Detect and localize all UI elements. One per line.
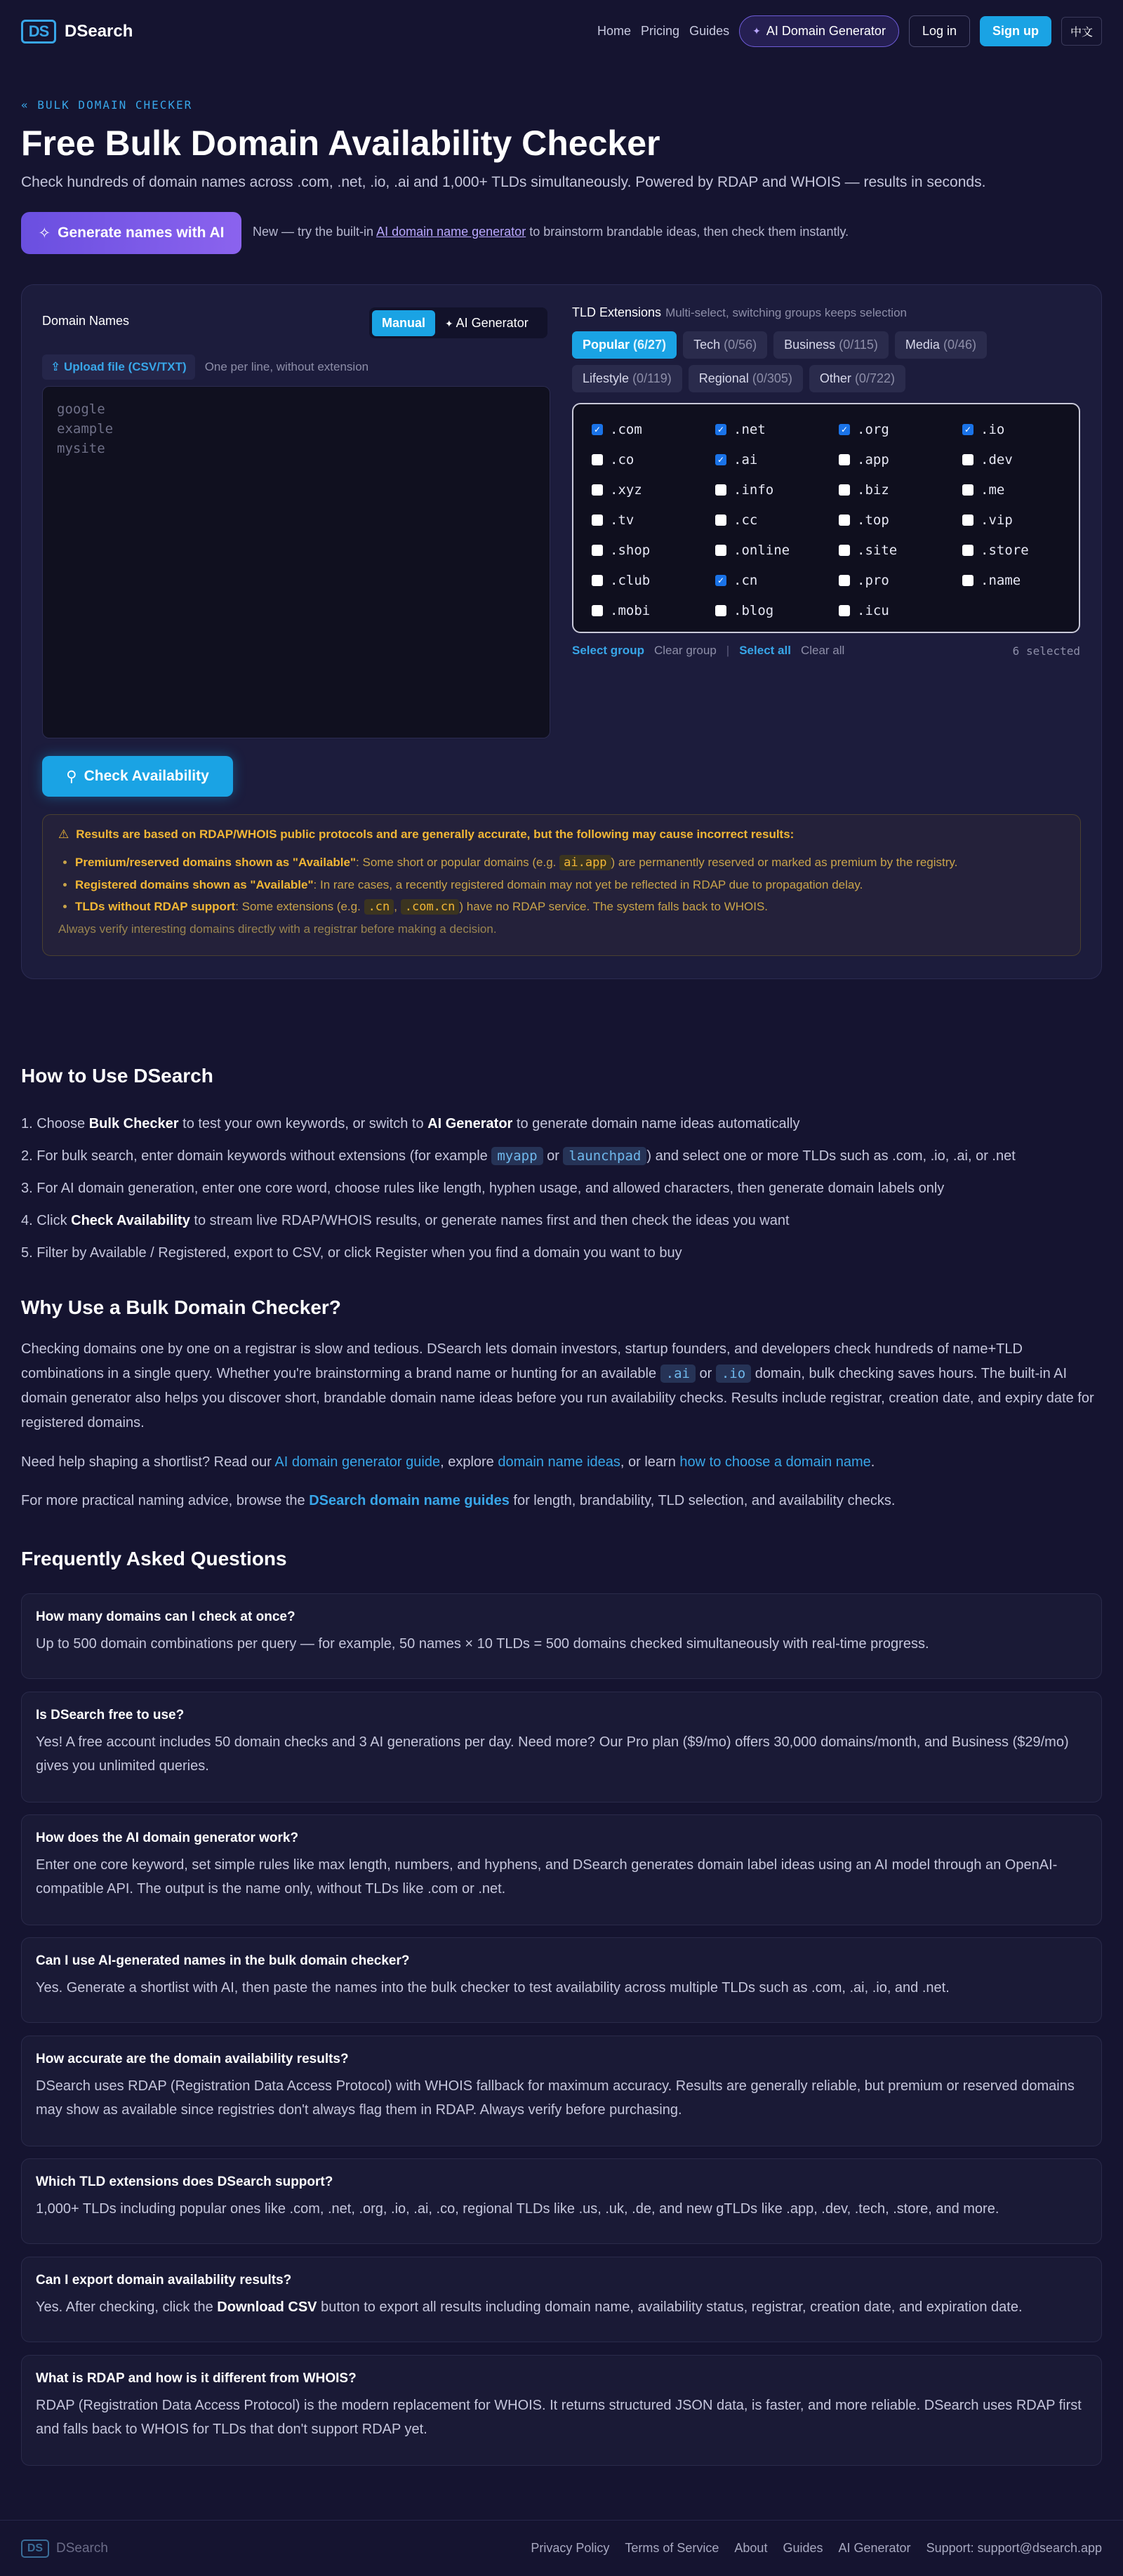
warning-item-title: Registered domains shown as "Available" <box>75 878 314 891</box>
tld-option-label: .store <box>981 542 1029 558</box>
tld-tab-count: (6/27) <box>633 338 667 352</box>
faq-item <box>21 2036 1102 2146</box>
warning-icon: ⚠ <box>58 828 69 841</box>
step-text: Bulk Checker <box>88 1116 179 1131</box>
tld-option[interactable] <box>592 595 715 625</box>
tld-option-label: .biz <box>857 482 889 498</box>
tld-option[interactable] <box>592 535 715 565</box>
shortlist-text: , explore <box>440 1454 498 1470</box>
logo[interactable] <box>21 20 133 44</box>
tld-option[interactable] <box>839 505 962 535</box>
checkbox-unchecked[interactable] <box>962 514 974 526</box>
main-nav <box>597 15 1102 47</box>
tld-option-label: .tv <box>610 512 634 528</box>
faq-question: Can I use AI-generated names in the bulk domain checker? <box>36 1953 410 1968</box>
mode-manual-tab[interactable]: Manual <box>372 310 435 336</box>
step-text: 1. Choose <box>21 1116 89 1131</box>
footer-link[interactable]: Privacy Policy <box>531 2541 610 2555</box>
ai-note-suffix: to brainstorm brandable ideas, then check them instantly. <box>526 225 849 239</box>
ai-domain-generator-guide-link[interactable]: AI domain generator guide <box>274 1454 441 1470</box>
tld-tab-count: (0/305) <box>752 371 792 385</box>
faq-answer <box>36 2295 1087 2319</box>
sparkle-icon: ✧ <box>38 225 51 241</box>
checkbox-checked[interactable]: ✓ <box>839 424 850 435</box>
faq-question: How many domains can I check at once? <box>36 1609 295 1624</box>
tld-option-label: .info <box>733 482 774 498</box>
tld-tab-media[interactable] <box>895 331 987 359</box>
faq-question: Is DSearch free to use? <box>36 1708 185 1722</box>
faq-heading: Frequently Asked Questions <box>21 1548 287 1569</box>
checkbox-unchecked[interactable] <box>592 514 603 526</box>
tld-tab-label: Popular <box>583 338 630 352</box>
clear-all-link[interactable]: Clear all <box>800 644 845 657</box>
shortlist-text: Need help shaping a shortlist? Read our <box>21 1454 275 1470</box>
checkbox-unchecked[interactable] <box>839 605 850 616</box>
mode-toggle <box>369 307 547 338</box>
check-availability-button[interactable] <box>42 756 233 797</box>
step-text: to generate domain name ideas automatically <box>512 1116 800 1131</box>
step-text: AI Generator <box>427 1116 513 1131</box>
step-text: 4. Click <box>21 1213 72 1228</box>
hero-subtitle: Check hundreds of domain names across .com, .net, .io, .ai and 1,000+ TLDs simultaneously. Powered by RDAP and WHOIS — results in seconds. <box>21 174 986 190</box>
warning-item-text: : Some short or popular domains (e.g. <box>356 856 560 869</box>
tld-option-label: .mobi <box>610 602 651 618</box>
tld-tab-tech[interactable] <box>683 331 767 359</box>
tld-option-label: .site <box>857 542 898 558</box>
faq-answer: 1,000+ TLDs including popular ones like .com, .net, .org, .io, .ai, .co, regional TLDs like .us, .uk, .de, and new gTLDs like .app, .dev, .tech, .store, and more. <box>36 2201 999 2217</box>
how-to-heading: How to Use DSearch <box>21 1065 213 1087</box>
tld-option[interactable] <box>715 505 839 535</box>
checkbox-unchecked[interactable] <box>715 545 726 556</box>
generate-names-ai-label: Generate names with AI <box>58 225 225 241</box>
faq-answer: Yes! A free account includes 50 domain checks and 3 AI generations per day. Need more? Our Pro plan ($9/mo) offers 30,000 domains/month, and Business ($29/mo) gives you unlimited queries. <box>36 1734 1069 1774</box>
step-text: Check Availability <box>71 1213 190 1228</box>
choose-domain-name-link[interactable]: how to choose a domain name <box>679 1454 871 1470</box>
tld-extensions-title: TLD Extensions <box>572 305 662 319</box>
how-to-step <box>21 1237 1102 1269</box>
tld-tab-label: Tech <box>693 338 721 352</box>
tld-option[interactable] <box>715 444 839 474</box>
tld-option[interactable] <box>715 595 839 625</box>
clear-group-link[interactable]: Clear group <box>653 644 717 657</box>
checkbox-unchecked[interactable] <box>962 575 974 586</box>
tld-option-label: .icu <box>857 602 889 618</box>
tld-option-label: .io <box>981 421 1005 437</box>
warning-item-text: : In rare cases, a recently registered domain may not yet be reflected in RDAP due to propagation delay. <box>313 878 863 891</box>
sparkle-icon: ✦ <box>752 25 761 36</box>
footer-link[interactable]: AI Generator <box>838 2541 911 2555</box>
tld-tab-count: (0/119) <box>632 371 672 385</box>
checkbox-unchecked[interactable] <box>839 454 850 465</box>
select-all-link[interactable]: Select all <box>739 644 791 657</box>
step-text: or <box>543 1148 564 1164</box>
tld-option-label: .club <box>610 572 651 588</box>
why-heading: Why Use a Bulk Domain Checker? <box>21 1296 341 1318</box>
checkbox-unchecked[interactable] <box>839 545 850 556</box>
faq-answer: Up to 500 domain combinations per query — for example, 50 names × 10 TLDs = 500 domains checked simultaneously with real-time progress. <box>36 1636 929 1652</box>
tld-option-label: .net <box>733 421 766 437</box>
tld-tab-count: (0/56) <box>724 338 757 352</box>
tld-tab-label: Regional <box>698 371 749 385</box>
warning-list <box>75 851 1065 918</box>
checkbox-unchecked[interactable] <box>592 545 603 556</box>
how-to-step <box>21 1140 1102 1172</box>
warning-item-text: : Some extensions (e.g. <box>235 900 364 913</box>
checkbox-unchecked[interactable] <box>839 484 850 496</box>
tld-option-label: .top <box>857 512 889 528</box>
checkbox-unchecked[interactable] <box>592 484 603 496</box>
step-text: 5. Filter by Available / Registered, export to CSV, or click Register when you find a domain you want to buy <box>21 1245 682 1261</box>
signup-button[interactable]: Sign up <box>980 16 1051 46</box>
checkbox-unchecked[interactable] <box>839 575 850 586</box>
nav-guides-link[interactable]: Guides <box>689 24 730 38</box>
ai-domain-name-generator-link[interactable]: AI domain name generator <box>376 225 526 239</box>
footer-link[interactable]: Support: support@dsearch.app <box>926 2541 1102 2555</box>
tld-option-label: .name <box>981 572 1021 588</box>
footer-link[interactable]: About <box>734 2541 768 2555</box>
step-text: launchpad <box>563 1147 646 1165</box>
ai-domain-generator-label: AI Domain Generator <box>766 24 886 38</box>
faq-answer: Yes. Generate a shortlist with AI, then paste the names into the bulk checker to test availability across multiple TLDs such as .com, .ai, .io, and .net. <box>36 1980 950 1996</box>
tld-tab-business[interactable] <box>773 331 889 359</box>
faq-question: What is RDAP and how is it different from WHOIS? <box>36 2371 357 2386</box>
faq-question: Which TLD extensions does DSearch support? <box>36 2175 333 2189</box>
footer-logo-text: DSearch <box>56 2540 108 2556</box>
tld-option[interactable] <box>715 565 839 595</box>
tld-extensions-label <box>572 305 907 320</box>
why-paragraph <box>21 1337 1102 1435</box>
checkbox-unchecked[interactable] <box>715 605 726 616</box>
why-text: or <box>695 1366 716 1381</box>
checkbox-checked[interactable]: ✓ <box>715 424 726 435</box>
faq-answer-bold: Download CSV <box>217 2299 317 2315</box>
checkbox-unchecked[interactable] <box>962 545 974 556</box>
step-text: to stream live RDAP/WHOIS results, or generate names first and then check the ideas you want <box>190 1213 790 1228</box>
tld-option-label: .pro <box>857 572 889 588</box>
tld-tab-label: Business <box>784 338 836 352</box>
tld-tab-count: (0/722) <box>854 371 895 385</box>
tld-option[interactable] <box>962 565 1086 595</box>
checkbox-checked[interactable]: ✓ <box>715 575 726 586</box>
separator: | <box>726 644 730 657</box>
warning-title-text: Results are based on RDAP/WHOIS public protocols and are generally accurate, but the following may cause incorrect results: <box>76 828 795 841</box>
warning-item-text: ) are permanently reserved or marked as premium by the registry. <box>611 856 958 869</box>
tld-option[interactable] <box>592 444 715 474</box>
search-icon: ⚲ <box>66 768 77 785</box>
upload-icon: ⇪ <box>51 360 64 373</box>
tld-option[interactable] <box>962 414 1086 444</box>
tld-option-label: .co <box>610 451 634 467</box>
faq-answer: RDAP (Registration Data Access Protocol) is the modern replacement for WHOIS. It returns structured JSON data, is faster, and more reliable. DSearch uses RDAP first and falls back to WHOIS for TLDs that don't support RDAP yet. <box>36 2398 1082 2437</box>
footer-links <box>531 2541 1102 2556</box>
warning-item-title: TLDs without RDAP support <box>75 900 236 913</box>
how-to-step <box>21 1108 1102 1140</box>
tld-option-label: .shop <box>610 542 651 558</box>
warning-code: .com.cn <box>401 899 460 915</box>
domain-names-label: Domain Names <box>42 314 130 328</box>
shortlist-text: . <box>870 1454 875 1470</box>
step-text: myapp <box>491 1147 543 1165</box>
domain-name-guides-link[interactable]: DSearch domain name guides <box>309 1493 510 1508</box>
logo-mark: DS <box>21 20 56 44</box>
language-switch-button[interactable]: 中文 <box>1061 17 1102 46</box>
footer <box>0 2520 1123 2576</box>
why-text: Checking domains one by one on a registrar is slow and tedious. DSearch lets domain investors, startup founders, and developers check hundreds of name+TLD combinations in a single query. Whether you're brainstorming a brand name or hunting for an available <box>21 1341 1023 1381</box>
step-text: ) and select one or more TLDs such as .com, .io, .ai, or .net <box>646 1148 1016 1164</box>
select-group-link[interactable]: Select group <box>572 644 644 657</box>
faq-item <box>21 2257 1102 2342</box>
checkbox-checked[interactable]: ✓ <box>715 454 726 465</box>
faq-answer: Enter one core keyword, set simple rules like max length, numbers, and hyphens, and DSearch generates domain label ideas using an AI model through an OpenAI-compatible API. The output is the name only, without TLDs like .com or .net. <box>36 1857 1058 1897</box>
footer-link[interactable]: Guides <box>783 2541 823 2555</box>
tld-option[interactable] <box>839 565 962 595</box>
tld-option[interactable] <box>962 535 1086 565</box>
logo-text: DSearch <box>65 22 133 41</box>
checkbox-checked[interactable]: ✓ <box>592 424 603 435</box>
how-to-steps <box>21 1108 1102 1269</box>
check-availability-label: Check Availability <box>84 768 209 784</box>
checkbox-unchecked[interactable] <box>715 484 726 496</box>
tld-option-label: .cn <box>733 572 758 588</box>
warning-item <box>75 851 1065 874</box>
generate-names-ai-button[interactable] <box>21 212 241 254</box>
checkbox-unchecked[interactable] <box>592 454 603 465</box>
ai-generator-note <box>253 225 849 239</box>
tld-option[interactable] <box>592 505 715 535</box>
tld-tab-regional[interactable] <box>689 365 803 392</box>
tld-tab-count: (0/46) <box>943 338 976 352</box>
ai-domain-generator-button[interactable] <box>739 15 899 47</box>
selected-count: 6 selected <box>1012 644 1080 658</box>
mode-ai-generator-tab[interactable] <box>438 310 536 336</box>
tld-tab-count: (0/115) <box>839 338 878 352</box>
how-to-step <box>21 1204 1102 1237</box>
inline-code: .ai <box>660 1365 696 1383</box>
tld-option[interactable] <box>962 444 1086 474</box>
warning-footer: Always verify interesting domains directly with a registrar before making a decision. <box>58 922 497 936</box>
accuracy-warning <box>42 814 1081 956</box>
guides-text: for length, brandability, TLD selection, and availability checks. <box>509 1493 896 1508</box>
tld-group-tabs <box>572 331 1091 392</box>
checkbox-unchecked[interactable] <box>962 484 974 496</box>
warning-item-text: ) have no RDAP service. The system falls back to WHOIS. <box>459 900 769 913</box>
step-text: 3. For AI domain generation, enter one core word, choose rules like length, hyphen usage, and allowed characters, then generate domain labels only <box>21 1181 945 1196</box>
tld-option-label: .ai <box>733 451 758 467</box>
faq-item <box>21 1593 1102 1679</box>
checkbox-unchecked[interactable] <box>592 575 603 586</box>
warning-item <box>75 896 1065 918</box>
warning-code: .cn <box>364 899 394 915</box>
guides-paragraph <box>21 1489 1102 1513</box>
tld-option[interactable] <box>839 474 962 505</box>
checkbox-unchecked[interactable] <box>839 514 850 526</box>
warning-item <box>75 874 1065 896</box>
faq-item <box>21 1937 1102 2023</box>
tld-option[interactable] <box>592 565 715 595</box>
login-button[interactable]: Log in <box>909 15 970 47</box>
upload-file-button[interactable] <box>42 354 195 380</box>
tld-option[interactable] <box>592 474 715 505</box>
tld-option[interactable] <box>839 414 962 444</box>
faq-answer-text: button to export all results including domain name, availability status, registrar, creation date, and expiration date. <box>317 2299 1023 2315</box>
faq-answer: DSearch uses RDAP (Registration Data Access Protocol) with WHOIS fallback for maximum accuracy. Results are generally reliable, but premium or reserved domains may show as available since registries don't always flag them in RDAP. Always verify before purchasing. <box>36 2078 1075 2118</box>
faq-item <box>21 2158 1102 2244</box>
how-to-step <box>21 1172 1102 1204</box>
step-text: to test your own keywords, or switch to <box>178 1116 428 1131</box>
tld-option[interactable] <box>839 444 962 474</box>
tld-option-label: .xyz <box>610 482 642 498</box>
tld-option-label: .dev <box>981 451 1013 467</box>
domain-name-ideas-link[interactable]: domain name ideas <box>498 1454 620 1470</box>
step-text: 2. For bulk search, enter domain keywords without extensions (for example <box>21 1148 492 1164</box>
shortlist-paragraph <box>21 1450 1102 1475</box>
warning-item-title: Premium/reserved domains shown as "Available" <box>75 856 357 869</box>
tld-option[interactable] <box>715 535 839 565</box>
faq-question: How accurate are the domain availability results? <box>36 2052 349 2066</box>
footer-logo[interactable] <box>21 2540 108 2558</box>
faq-item <box>21 2355 1102 2466</box>
tld-option-label: .blog <box>733 602 774 618</box>
faq-item <box>21 1692 1102 1802</box>
upload-row <box>42 354 368 380</box>
tld-option[interactable] <box>592 414 715 444</box>
tld-tab-label: Other <box>819 371 851 385</box>
domain-names-input[interactable] <box>42 386 550 738</box>
tld-tab-label: Media <box>905 338 940 352</box>
footer-link[interactable]: Terms of Service <box>625 2541 719 2555</box>
tld-option-label: .vip <box>981 512 1013 528</box>
tld-tab-lifestyle[interactable] <box>572 365 682 392</box>
tld-option[interactable] <box>715 474 839 505</box>
nav-home-link[interactable]: Home <box>597 24 632 38</box>
tld-extensions-hint: Multi-select, switching groups keeps selection <box>665 306 907 319</box>
shortlist-text: , or learn <box>620 1454 680 1470</box>
tld-option-label: .org <box>857 421 889 437</box>
sparkle-icon: ✦ <box>445 317 456 329</box>
warning-code: ai.app <box>559 855 611 870</box>
checkbox-checked[interactable]: ✓ <box>962 424 974 435</box>
checkbox-unchecked[interactable] <box>592 605 603 616</box>
tld-option-label: .app <box>857 451 889 467</box>
faq-item <box>21 1814 1102 1925</box>
tld-option-label: .cc <box>733 512 758 528</box>
why-text: domain, bulk checking saves hours. The built-in AI domain generator also helps you discover short, brandable domain name ideas before you run availability checks. Results include registrar, creation date, and expiry date for registered domains. <box>21 1366 1094 1430</box>
mode-ai-generator-label: AI Generator <box>456 315 529 330</box>
warning-item-text: , <box>394 900 401 913</box>
checkbox-unchecked[interactable] <box>715 514 726 526</box>
faq-question: How does the AI domain generator work? <box>36 1831 299 1845</box>
faq-question: Can I export domain availability results? <box>36 2273 292 2288</box>
tld-option[interactable] <box>962 474 1086 505</box>
tld-actions <box>572 644 1080 658</box>
tld-checkbox-grid <box>572 403 1080 633</box>
tld-option-label: .online <box>733 542 790 558</box>
tld-option-label: .me <box>981 482 1005 498</box>
tld-option[interactable] <box>962 505 1086 535</box>
upload-file-label: Upload file (CSV/TXT) <box>63 360 187 373</box>
tld-option[interactable] <box>839 535 962 565</box>
faq-answer-text: Yes. After checking, click the <box>36 2299 218 2315</box>
tld-tab-other[interactable] <box>809 365 905 392</box>
upload-hint: One per line, without extension <box>204 360 369 373</box>
tld-tab-label: Lifestyle <box>583 371 630 385</box>
guides-text: For more practical naming advice, browse the <box>21 1493 310 1508</box>
ai-note-prefix: New — try the built-in <box>253 225 377 239</box>
tld-option-label: .com <box>610 421 642 437</box>
footer-logo-mark: DS <box>21 2540 49 2558</box>
nav-pricing-link[interactable]: Pricing <box>641 24 680 38</box>
warning-title <box>58 828 1065 842</box>
tld-tab-popular[interactable] <box>572 331 677 359</box>
hero-eyebrow: « BULK DOMAIN CHECKER <box>21 98 193 112</box>
tld-option[interactable] <box>839 595 962 625</box>
checkbox-unchecked[interactable] <box>962 454 974 465</box>
tld-option[interactable] <box>715 414 839 444</box>
page-title: Free Bulk Domain Availability Checker <box>21 124 660 163</box>
inline-code: .io <box>716 1365 751 1383</box>
top-navigation-bar <box>0 0 1123 63</box>
